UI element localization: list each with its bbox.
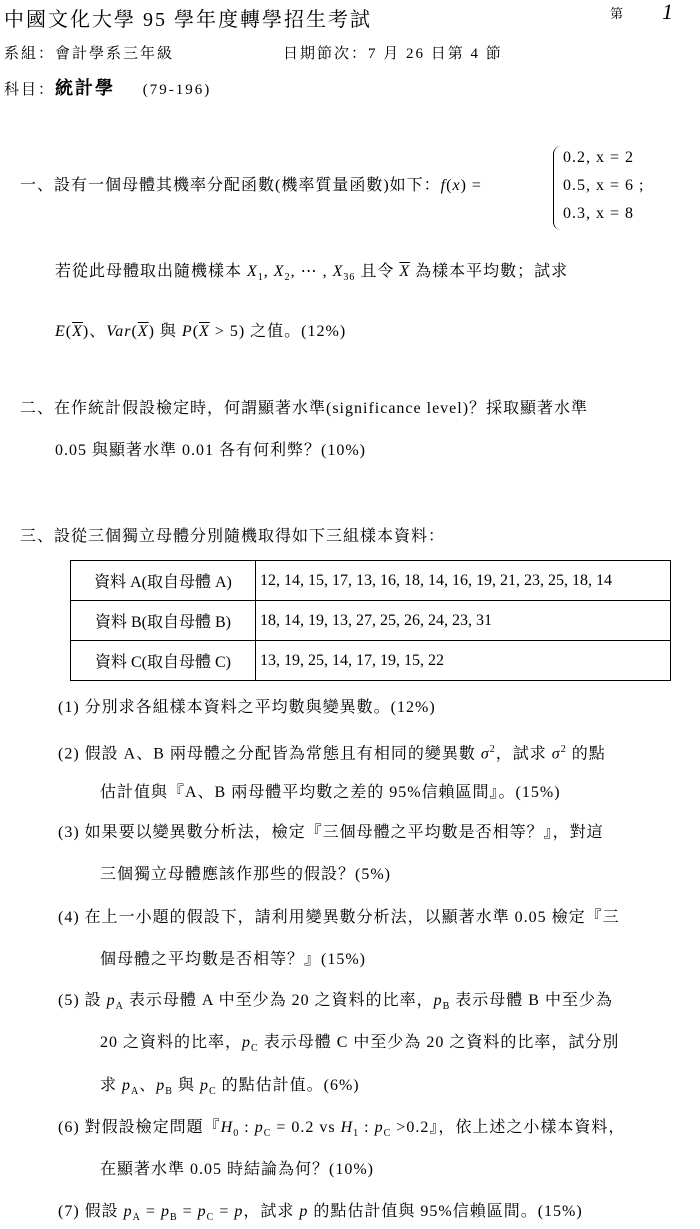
math-symbol: H: [220, 1119, 234, 1136]
text-run: 表示母體 B 中至少為: [450, 992, 613, 1009]
page-label: 第: [610, 6, 625, 21]
q1-line: [20, 176, 482, 196]
text-run: 三、設從三個獨立母體分別隨機取得如下三組樣本資料：: [20, 528, 446, 545]
math-symbol: p: [156, 1077, 166, 1094]
row-label: 資料 B(取自母體 B): [71, 601, 256, 641]
text-run: 與: [172, 1077, 200, 1094]
sub-question-cont: [100, 950, 366, 970]
sub-question-cont: [100, 783, 561, 803]
text-run: 為樣本平均數；試求: [410, 263, 569, 280]
sub-question: [58, 991, 613, 1017]
math-symbol: p: [299, 1203, 309, 1220]
math-symbol: p: [254, 1119, 264, 1136]
piecewise-brace: [553, 146, 562, 230]
pmf-case: 0.2, x = 2: [563, 149, 635, 166]
q2-line: [55, 441, 366, 461]
table-row: [71, 641, 671, 681]
text-run: ,: [263, 263, 274, 280]
text-run: 表示母體 C 中至少為 20 之資料的比率，試分別: [258, 1034, 620, 1051]
page-number: 1: [662, 0, 674, 24]
math-mean: $\overline{X}$: [72, 323, 83, 340]
math-symbol: x: [452, 177, 461, 194]
text-run: 0.05 與顯著水準 0.01 各有何利弊？(10%): [55, 442, 366, 459]
q1-line: [55, 262, 568, 288]
sub-question-cont: [100, 1076, 360, 1102]
subscript: 1: [257, 272, 264, 284]
superscript: 2: [560, 744, 567, 755]
text-run: (: [446, 177, 453, 194]
sub-question-cont: [100, 865, 391, 885]
table-row: [71, 561, 671, 601]
text-run: 的點: [566, 745, 606, 763]
subscript: A: [132, 1212, 141, 1224]
math-symbol: p: [374, 1119, 384, 1136]
subscript: C: [208, 1086, 217, 1098]
text-run: :: [239, 1119, 255, 1136]
text-run: (2) 假設 A、B 兩母體之分配皆為常態且有相同的變異數: [58, 745, 481, 763]
text-run: 表示母體 A 中至少為 20 之資料的比率，: [123, 992, 434, 1009]
text-run: (6) 對假設檢定問題『: [58, 1119, 221, 1136]
text-run: 20 之資料的比率，: [100, 1034, 243, 1051]
text-run: =: [177, 1203, 198, 1220]
text-run: =: [140, 1203, 161, 1220]
subscript: A: [115, 1001, 124, 1013]
text-run: 求: [100, 1077, 123, 1094]
subscript: C: [383, 1128, 392, 1140]
subscript: C: [206, 1212, 215, 1224]
text-run: 二、在作統計假設檢定時，何謂顯著水準(significance level)？採取顯著水準: [20, 400, 589, 417]
q3-intro: [20, 527, 445, 547]
schedule: 日期節次：7 月 26 日第 4 節: [283, 46, 503, 62]
text-run: 、: [139, 1077, 157, 1094]
math-mean: $\overline{X}$: [399, 263, 411, 280]
text-run: 三個獨立母體應該作那些的假設？(5%): [100, 866, 391, 883]
math-symbol: p: [199, 1077, 209, 1094]
text-run: , ⋯ ,: [290, 263, 333, 280]
text-run: (3) 如果要以變異數分析法，檢定『三個母體之平均數是否相等？』，對這: [58, 824, 604, 841]
sub-question: [58, 908, 620, 928]
text-run: ) 與: [148, 323, 182, 340]
subscript: C: [251, 1043, 259, 1055]
text-run: 且令: [355, 263, 400, 280]
text-run: (5) 設: [58, 992, 107, 1009]
sub-question-cont: [100, 1160, 374, 1180]
text-run: 的點估計值。(6%): [216, 1077, 360, 1094]
subject-label: 科目：: [4, 82, 56, 98]
sub-question: [58, 740, 606, 764]
text-run: ，試求: [243, 1203, 300, 1220]
text-run: (: [65, 323, 73, 340]
subscript: B: [169, 1212, 178, 1224]
subscript: 0: [233, 1128, 240, 1140]
subscript: C: [263, 1128, 272, 1140]
text-run: ) =: [460, 177, 482, 194]
math-symbol: σ: [480, 745, 490, 763]
text-run: > 5) 之值。(12%): [209, 323, 347, 340]
math-symbol: Var: [106, 323, 132, 340]
math-symbol: H: [340, 1119, 354, 1136]
sub-question: [58, 1202, 583, 1228]
row-values: 12, 14, 15, 17, 13, 16, 18, 14, 16, 19, 21, 23, 25, 18, 14: [256, 561, 671, 601]
math-symbol: p: [123, 1203, 133, 1220]
department: 系組：會計學系三年級: [4, 46, 175, 62]
text-run: )、: [82, 323, 107, 340]
q1-line: [55, 322, 346, 342]
text-run: ，試求: [495, 745, 552, 763]
text-run: (: [192, 323, 200, 340]
math-symbol: p: [106, 992, 116, 1009]
math-symbol: p: [160, 1203, 170, 1220]
row-values: 18, 14, 19, 13, 27, 25, 26, 24, 23, 31: [256, 601, 671, 641]
superscript: 2: [489, 744, 496, 755]
subscript: A: [131, 1086, 140, 1098]
math-symbol: f: [440, 177, 447, 194]
math-mean: $\overline{X}$: [137, 323, 149, 340]
row-label: 資料 A(取自母體 A): [71, 561, 256, 601]
math-symbol: X: [247, 263, 258, 280]
text-run: (4) 在上一小題的假設下，請利用變異數分析法，以顯著水準 0.05 檢定『三: [58, 909, 620, 926]
subject-code: (79-196): [142, 82, 212, 98]
math-symbol: E: [55, 323, 66, 340]
q2-line: [20, 399, 588, 419]
text-run: 在顯著水準 0.05 時結論為何？(10%): [100, 1161, 374, 1178]
math-symbol: p: [197, 1203, 207, 1220]
text-run: 個母體之平均數是否相等？』(15%): [100, 951, 366, 968]
math-symbol: σ: [551, 745, 561, 763]
math-symbol: X: [273, 263, 285, 280]
text-run: >0.2』，依上述之小樣本資料，: [391, 1119, 626, 1136]
text-run: = 0.2 vs: [271, 1119, 341, 1136]
sub-question: [58, 823, 604, 843]
math-symbol: P: [181, 323, 193, 340]
text-run: 一、設有一個母體其機率分配函數(機率質量函數)如下：: [20, 177, 441, 194]
text-run: (: [131, 323, 138, 340]
pmf-case: 0.5, x = 6 ;: [563, 177, 645, 194]
subscript: 36: [343, 272, 356, 284]
math-mean: $\overline{X}$: [199, 323, 210, 340]
row-label: 資料 C(取自母體 C): [71, 641, 256, 681]
text-run: 的點估計值與 95%信賴區間。(15%): [308, 1203, 583, 1220]
text-run: (1) 分別求各組樣本資料之平均數與變異數。(12%): [58, 699, 436, 716]
row-values: 13, 19, 25, 14, 17, 19, 15, 22: [256, 641, 671, 681]
sample-data-table: [70, 560, 671, 681]
table-row: [71, 601, 671, 641]
subscript: 1: [353, 1128, 360, 1140]
text-run: 若從此母體取出隨機樣本: [55, 263, 248, 280]
math-symbol: p: [433, 992, 443, 1009]
text-run: =: [214, 1203, 235, 1220]
sub-question: [58, 1118, 625, 1144]
exam-title: 中國文化大學 95 學年度轉學招生考試: [4, 9, 372, 31]
sub-question-cont: [100, 1033, 619, 1059]
sub-question: [58, 698, 436, 718]
math-symbol: p: [234, 1203, 244, 1220]
subscript: B: [165, 1086, 173, 1098]
pmf-case: 0.3, x = 8: [563, 205, 635, 222]
text-run: 估計值與『A、B 兩母體平均數之差的 95%信賴區間』。(15%): [100, 784, 561, 801]
math-symbol: p: [122, 1077, 132, 1094]
text-run: :: [359, 1119, 375, 1136]
subscript: B: [442, 1001, 451, 1013]
math-symbol: p: [242, 1034, 252, 1051]
subscript: 2: [284, 272, 291, 284]
text-run: (7) 假設: [58, 1203, 124, 1220]
math-symbol: X: [332, 263, 344, 280]
subject: 統計學: [55, 78, 116, 98]
